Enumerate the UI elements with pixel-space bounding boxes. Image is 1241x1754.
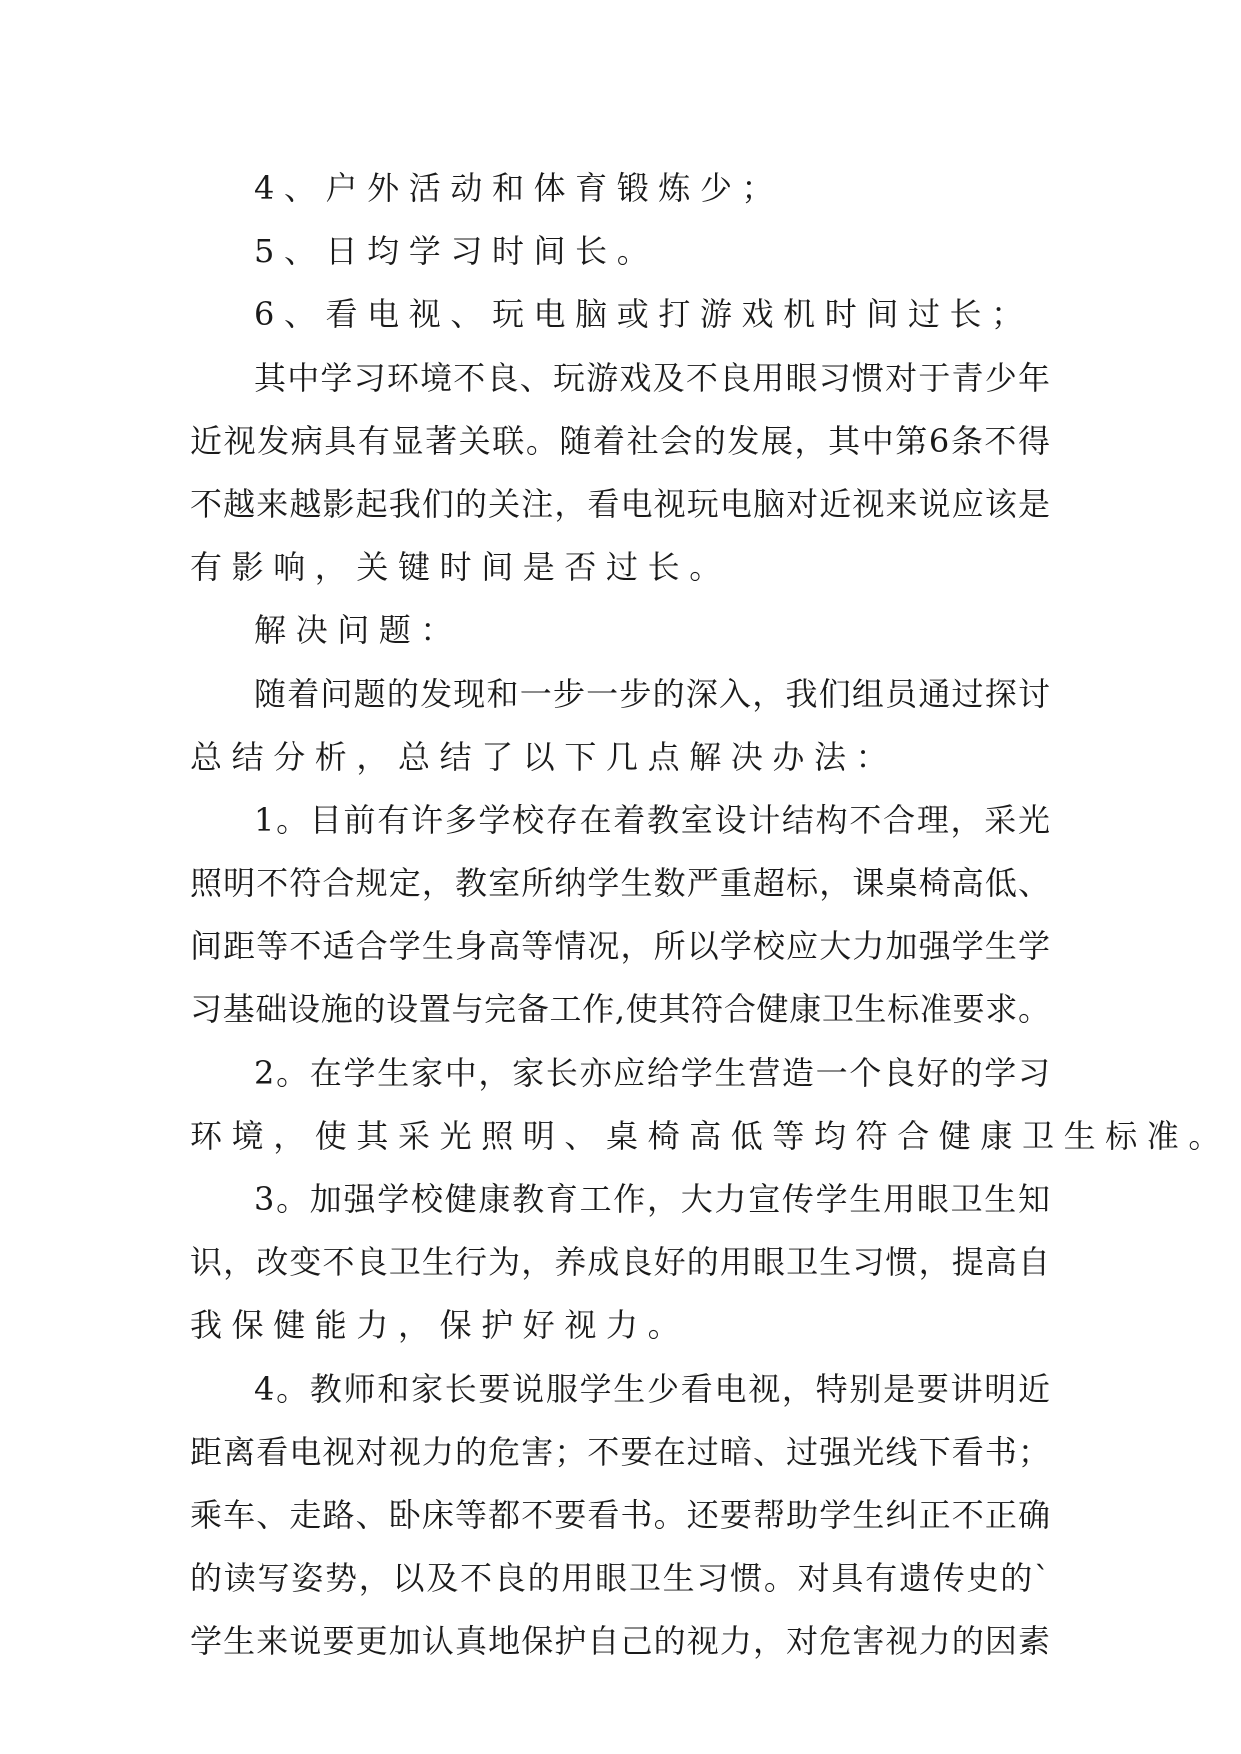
text-line: 4、户外活动和体育锻炼少； [254,169,784,207]
text-line: 识，改变不良卫生行为，养成良好的用眼卫生习惯，提高自 [190,1243,1050,1282]
document-body [190,157,1231,1674]
text-line: 其中学习环境不良、玩游戏及不良用眼习惯对于青少年 [254,358,1050,397]
text-line: 环境，使其采光照明、桌椅高低等均符合健康卫生标准。 [190,1116,1231,1155]
text-line: 6、看电视、玩电脑或打游戏机时间过长； [254,295,1033,334]
text-line: 近视发病具有显著关联。随着社会的发展，其中第6条不得 [190,421,1050,460]
text-line: 解决问题： [254,611,463,650]
text-line: 的读写姿势，以及不良的用眼卫生习惯。对具有遗传史的` [190,1559,1050,1598]
text-line: 随着问题的发现和一步一步的深入，我们组员通过探讨 [254,674,1050,713]
text-line: 5、日均学习时间长。 [254,232,659,271]
text-line: 我保健能力，保护好视力。 [190,1306,690,1345]
text-line: 有影响，关键时间是否过长。 [190,548,731,587]
text-line: 距离看电视对视力的危害；不要在过暗、过强光线下看书； [190,1432,1050,1471]
text-line: 乘车、走路、卧床等都不要看书。还要帮助学生纠正不正确 [190,1495,1050,1534]
text-line: 学生来说要更加认真地保护自己的视力，对危害视力的因素 [190,1622,1050,1661]
text-line: 间距等不适合学生身高等情况，所以学校应大力加强学生学 [190,927,1050,966]
text-line: 2。在学生家中，家长亦应给学生营造一个良好的学习 [254,1053,1050,1092]
text-line: 4。教师和家长要说服学生少看电视，特别是要讲明近 [254,1369,1050,1408]
text-line: 照明不符合规定，教室所纳学生数严重超标，课桌椅高低、 [190,864,1050,903]
text-line: 总结分析，总结了以下几点解决办法： [190,737,898,776]
text-line: 不越来越影起我们的关注，看电视玩电脑对近视来说应该是 [190,484,1050,523]
text-line: 习基础设施的设置与完备工作,使其符合健康卫生标准要求。 [190,990,1050,1029]
text-line: 1。目前有许多学校存在着教室设计结构不合理，采光 [254,800,1050,839]
text-line: 3。加强学校健康教育工作，大力宣传学生用眼卫生知 [254,1180,1050,1218]
